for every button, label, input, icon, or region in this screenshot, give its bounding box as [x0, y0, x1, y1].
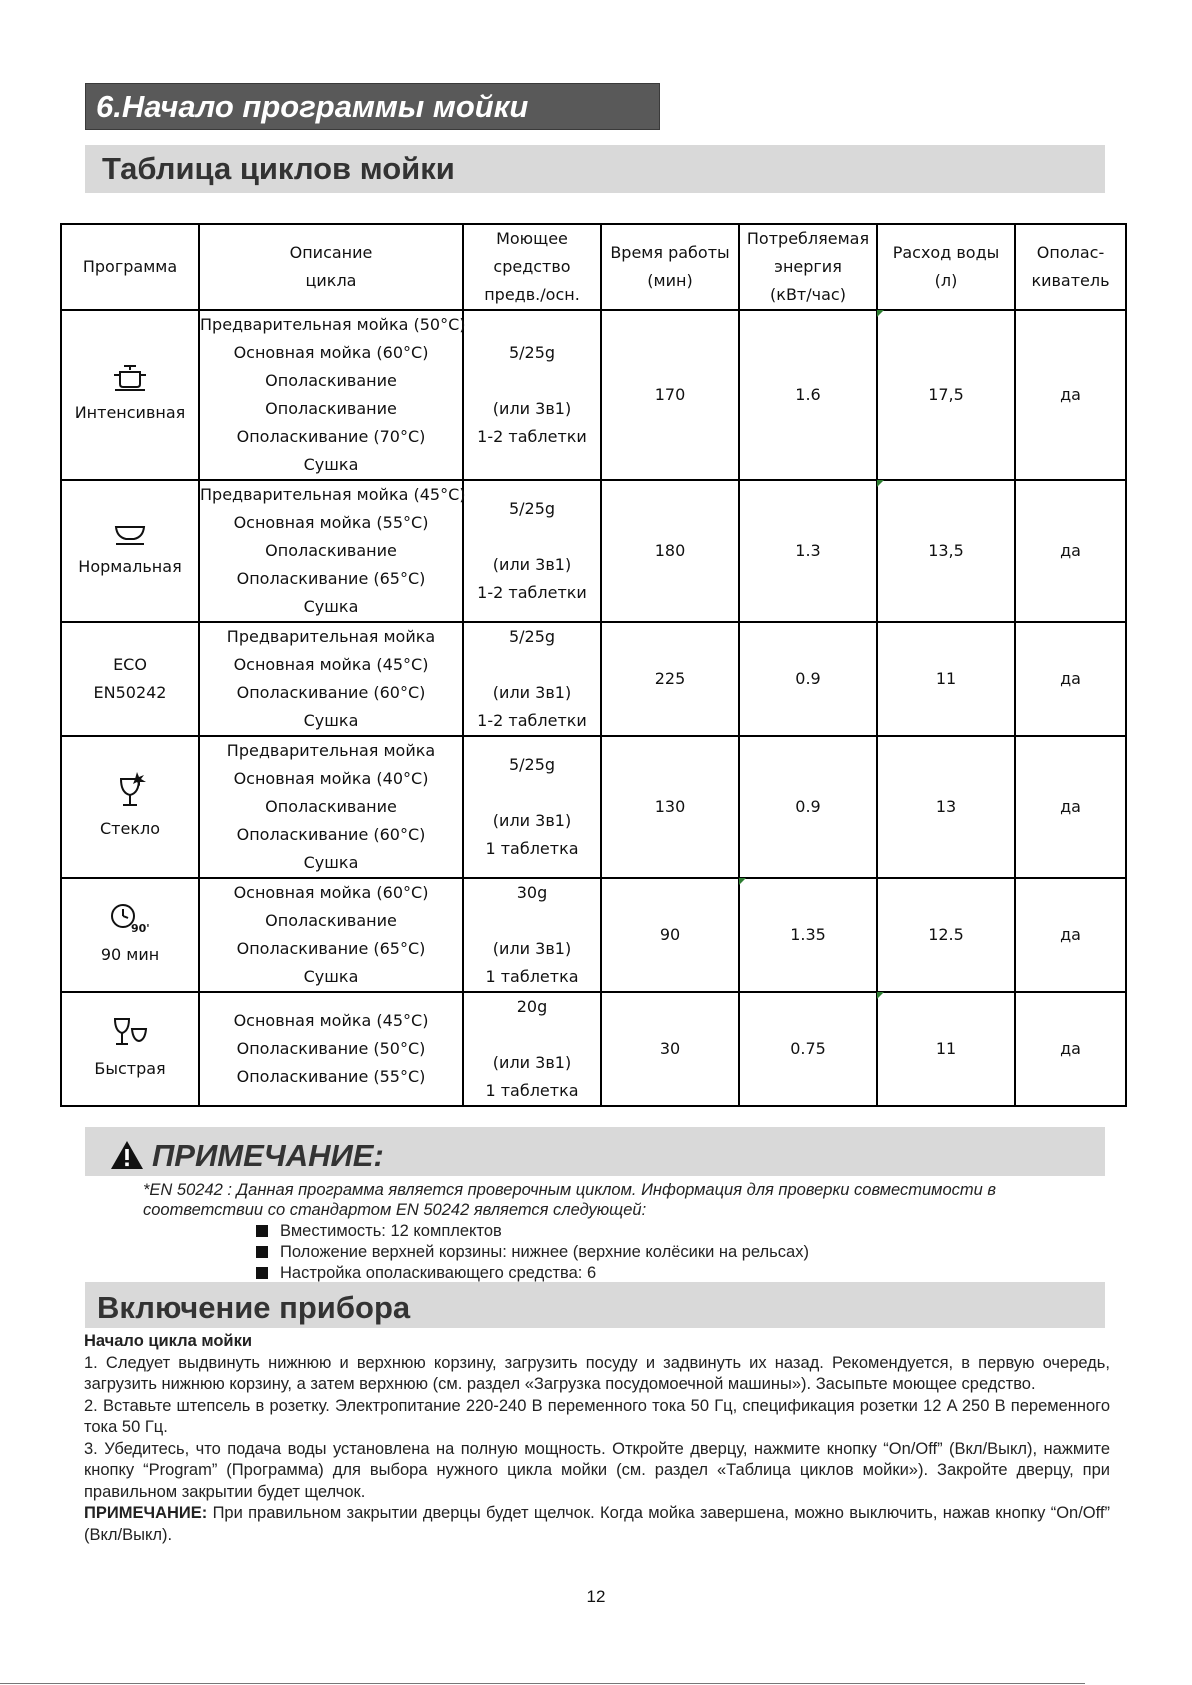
- header-program: Программа: [61, 224, 199, 310]
- rinse-aid-cell: да: [1015, 736, 1126, 878]
- note-heading: [85, 1127, 1105, 1176]
- detergent-cell: 5/25g (или 3в1) 1-2 таблетки: [463, 310, 601, 480]
- glass-cup-icon: [110, 1015, 150, 1049]
- power-on-subheading: Начало цикла мойки: [84, 1332, 252, 1350]
- table-header-row: [61, 224, 1126, 310]
- energy-cell: 1.6: [739, 310, 877, 480]
- header-rinse-aid: Ополас- киватель: [1015, 224, 1126, 310]
- program-cell: Интенсивная: [61, 310, 199, 480]
- detergent-cell: 20g (или 3в1) 1 таблетка: [463, 992, 601, 1106]
- bullet-square-icon: [256, 1267, 268, 1279]
- description-cell: Основная мойка (60°C) Ополаскивание Ополаскивание (65°C) Сушка: [199, 878, 463, 992]
- detergent-cell: 30g (или 3в1) 1 таблетка: [463, 878, 601, 992]
- rinse-aid-cell: да: [1015, 622, 1126, 736]
- program-cell: Быстрая: [61, 992, 199, 1106]
- description-cell: Предварительная мойка (45°C) Основная мойка (55°C) Ополаскивание Ополаскивание (65°C) Сушка: [199, 480, 463, 622]
- rinse-aid-cell: да: [1015, 992, 1126, 1106]
- list-item: Настройка ополаскивающего средства: 6: [256, 1263, 809, 1284]
- paragraph: 3. Убедитесь, что подача воды установлена на полную мощность. Откройте дверцу, нажмите кнопку “On/Off” (Вкл/Выкл), нажмите кнопку “Program” (Программа) для выбора нужного цикла мойки (см. раздел «Таблица циклов мойки»). Закройте дверцу, при правильном закрытии будет щелчок.: [84, 1439, 1110, 1501]
- warning-icon: [110, 1140, 144, 1170]
- water-cell: 13,5: [877, 480, 1015, 622]
- wash-cycles-table: [60, 223, 1127, 1107]
- detergent-cell: 5/25g (или 3в1) 1-2 таблетки: [463, 480, 601, 622]
- time-cell: 180: [601, 480, 739, 622]
- table-row: [61, 992, 1126, 1106]
- table-row: [61, 480, 1126, 622]
- detergent-cell: 5/25g (или 3в1) 1-2 таблетки: [463, 622, 601, 736]
- header-water: Расход воды (л): [877, 224, 1015, 310]
- glass-icon: [110, 771, 150, 809]
- paragraph: 2. Вставьте штепсель в розетку. Электропитание 220-240 В переменного тока 50 Гц, спецификация розетки 12 A 250 В переменного тока 50 Гц.: [84, 1396, 1110, 1436]
- time-cell: 225: [601, 622, 739, 736]
- table-row: [61, 736, 1126, 878]
- energy-cell: 0.9: [739, 736, 877, 878]
- header-description: Описание цикла: [199, 224, 463, 310]
- final-note-label: ПРИМЕЧАНИЕ:: [84, 1504, 208, 1522]
- header-time: Время работы (мин): [601, 224, 739, 310]
- table-heading: Таблица циклов мойки: [85, 145, 1105, 193]
- bowl-icon: [110, 521, 150, 547]
- footer-rule: [0, 1683, 1085, 1684]
- table-row: [61, 622, 1126, 736]
- list-item: Положение верхней корзины: нижнее (верхние колёсики на рельсах): [256, 1242, 809, 1263]
- water-cell: 12.5: [877, 878, 1015, 992]
- description-cell: Предварительная мойка (50°C) Основная мойка (60°C) Ополаскивание Ополаскивание Ополаскивание (70°C) Сушка: [199, 310, 463, 480]
- water-cell: 17,5: [877, 310, 1015, 480]
- rinse-aid-cell: да: [1015, 878, 1126, 992]
- final-note-text: При правильном закрытии дверцы будет щелчок. Когда мойка завершена, можно выключить, нажав кнопку “On/Off” (Вкл/Выкл).: [84, 1504, 1110, 1544]
- pot-icon: [110, 363, 150, 393]
- description-cell: Предварительная мойка Основная мойка (40°C) Ополаскивание Ополаскивание (60°C) Сушка: [199, 736, 463, 878]
- rinse-aid-cell: да: [1015, 310, 1126, 480]
- time-cell: 30: [601, 992, 739, 1106]
- program-cell: Нормальная: [61, 480, 199, 622]
- detergent-cell: 5/25g (или 3в1) 1 таблетка: [463, 736, 601, 878]
- water-cell: 11: [877, 622, 1015, 736]
- note-heading-text: ПРИМЕЧАНИЕ:: [152, 1138, 384, 1173]
- program-cell: ECO EN50242: [61, 622, 199, 736]
- table-row: [61, 878, 1126, 992]
- power-on-heading: Включение прибора: [85, 1282, 1105, 1328]
- water-cell: 13: [877, 736, 1015, 878]
- bullet-square-icon: [256, 1246, 268, 1258]
- energy-cell: 1.3: [739, 480, 877, 622]
- time-cell: 170: [601, 310, 739, 480]
- note-text: *EN 50242 : Данная программа является проверочным циклом. Информация для проверки совместимости в соответствии со стандартом EN 50242 является следующей:: [143, 1181, 997, 1219]
- clock-90-icon: [108, 901, 152, 935]
- rinse-aid-cell: да: [1015, 480, 1126, 622]
- table-row: [61, 310, 1126, 480]
- energy-cell: 0.9: [739, 622, 877, 736]
- list-item: Вместимость: 12 комплектов: [256, 1221, 809, 1242]
- final-note: [84, 1503, 1110, 1546]
- page-number: 12: [586, 1587, 606, 1606]
- water-cell: 11: [877, 992, 1015, 1106]
- description-cell: Предварительная мойка Основная мойка (45°C) Ополаскивание (60°C) Сушка: [199, 622, 463, 736]
- bullet-square-icon: [256, 1225, 268, 1237]
- description-cell: Основная мойка (45°C) Ополаскивание (50°C) Ополаскивание (55°C): [199, 992, 463, 1106]
- program-cell: 90' 90 мин: [61, 878, 199, 992]
- energy-cell: 0.75: [739, 992, 877, 1106]
- header-detergent: Моющее средство предв./осн.: [463, 224, 601, 310]
- note-list: [256, 1221, 809, 1284]
- power-on-text: [84, 1331, 1110, 1546]
- section-title: 6.Начало программы мойки: [85, 83, 660, 130]
- header-energy: Потребляемая энергия (кВт/час): [739, 224, 877, 310]
- clock-90-label: 90': [131, 922, 150, 935]
- program-cell: Стекло: [61, 736, 199, 878]
- time-cell: 90: [601, 878, 739, 992]
- time-cell: 130: [601, 736, 739, 878]
- paragraph: 1. Следует выдвинуть нижнюю и верхнюю корзину, загрузить посуду и задвинуть их назад. Рекомендуется, в первую очередь, загрузить нижнюю корзину, а затем верхнюю (см. раздел «Загрузка посудомоечной машины»). Засыпьте моющее средство.: [84, 1353, 1110, 1393]
- energy-cell: 1.35: [739, 878, 877, 992]
